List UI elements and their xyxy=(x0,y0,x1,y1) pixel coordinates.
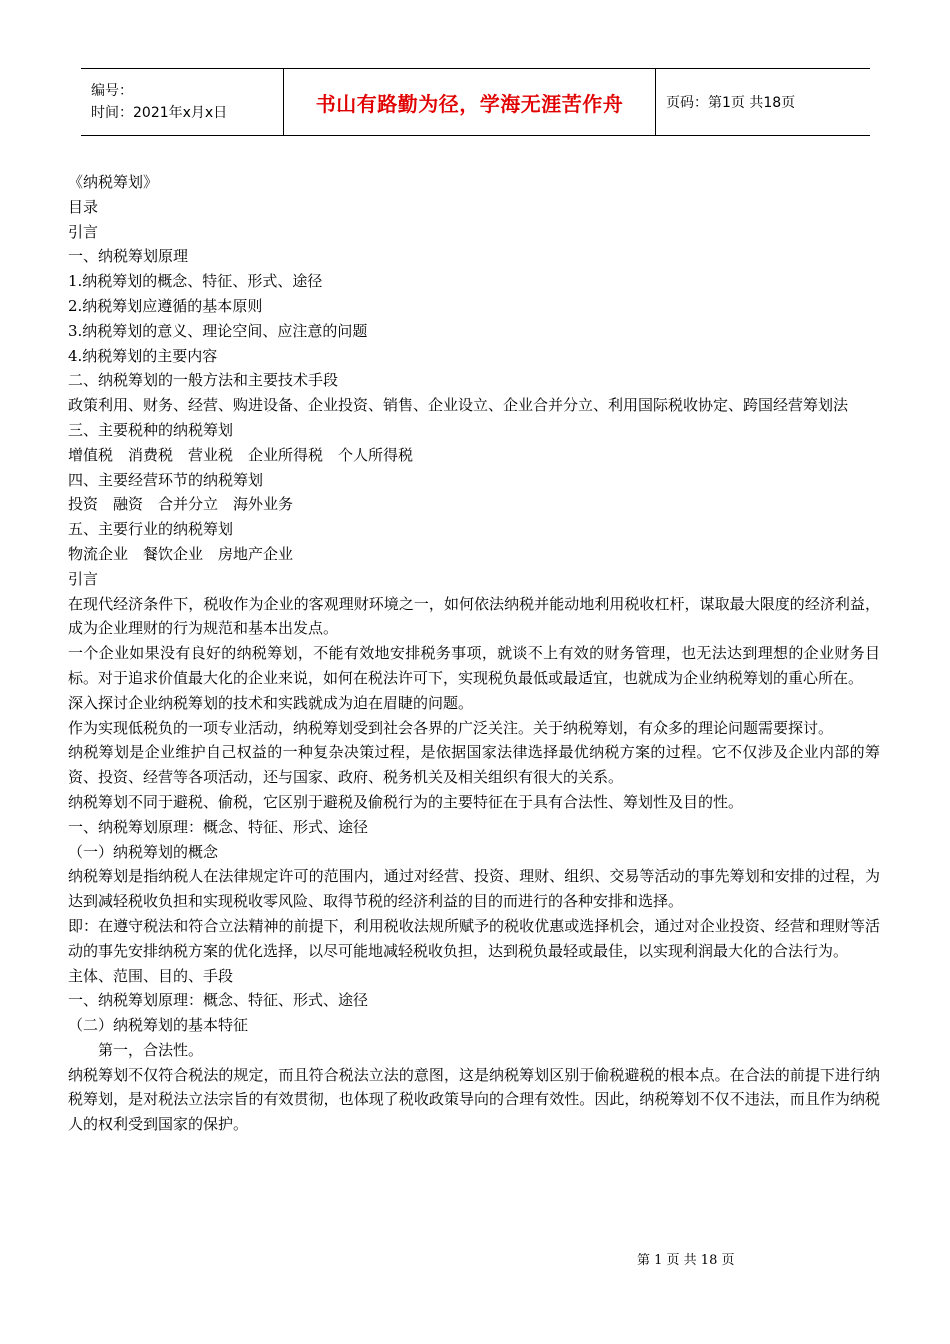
paragraph: 在现代经济条件下，税收作为企业的客观理财环境之一，如何依法纳税并能动地利用税收杠杆，谋取最大限度的经济利益，成为企业理财的行为规范和基本出发点。 xyxy=(68,594,880,638)
motto-text: 书山有路勤为径，学海无涯苦作舟 xyxy=(315,91,624,116)
toc-item: 二、纳税筹划的一般方法和主要技术手段 xyxy=(68,371,339,390)
toc-item: 4.纳税筹划的主要内容 xyxy=(68,346,218,365)
toc-item: 1.纳税筹划的概念、特征、形式、途径 xyxy=(68,272,323,291)
page-footer: 第 1 页 共 18 页 xyxy=(637,1253,735,1268)
toc-item: 3.纳税筹划的意义、理论空间、应注意的问题 xyxy=(68,321,368,340)
toc-item: 引言 xyxy=(68,222,99,241)
toc-item: 一、纳税筹划原理 xyxy=(68,247,189,266)
paragraph: 即：在遵守税法和符合立法精神的前提下，利用税收法规所赋予的税收优惠或选择机会，通过对企业投资、经营和理财等活动的事先安排纳税方案的优化选择，以尽可能地减轻税收负担，达到税负最轻或最佳，以实现利润最大化的合法行为。 xyxy=(68,916,880,960)
page-info: 页码：第1页 共18页 xyxy=(666,95,796,111)
toc-item: 物流企业 餐饮企业 房地产企业 xyxy=(68,544,294,563)
toc-item: 投资 融资 合并分立 海外业务 xyxy=(68,495,294,514)
toc-item: 三、主要税种的纳税筹划 xyxy=(68,420,234,439)
toc-heading: 目录 xyxy=(68,197,99,216)
number-label: 编号： xyxy=(91,83,133,99)
toc-item: 增值税 消费税 营业税 企业所得税 个人所得税 xyxy=(68,445,414,464)
paragraph: 一个企业如果没有良好的纳税筹划，不能有效地安排税务事项，就谈不上有效的财务管理，也无法达到理想的企业财务目标。对于追求价值最大化的企业来说，如何在税法许可下，实现税负最低或最适宜，也就成为企业纳税筹划的重心所在。 xyxy=(68,644,880,687)
toc-item: 政策利用、财务、经营、购进设备、企业投资、销售、企业设立、企业合并分立、利用国际税收协定、跨国经营筹划法 xyxy=(68,396,849,415)
point-heading: 第一，合法性。 xyxy=(98,1040,204,1059)
paragraph: 纳税筹划不仅符合税法的规定，而且符合税法立法的意图，这是纳税筹划区别于偷税避税的根本点。在合法的前提下进行纳税筹划，是对税法立法宗旨的有效贯彻，也体现了税收政策导向的合理有效性。因此，纳税筹划不仅不违法，而且作为纳税人的权利受到国家的保护。 xyxy=(68,1065,880,1134)
subsection-heading: （一）纳税筹划的概念 xyxy=(68,842,219,861)
paragraph: 作为实现低税负的一项专业活动，纳税筹划受到社会各界的广泛关注。关于纳税筹划，有众多的理论问题需要探讨。 xyxy=(68,718,834,737)
toc-item: 五、主要行业的纳税筹划 xyxy=(68,520,234,539)
document-body xyxy=(68,170,880,1137)
header-meta-cell xyxy=(81,69,284,135)
subsection-heading: （二）纳税筹划的基本特征 xyxy=(68,1016,249,1035)
paragraph: 纳税筹划是指纳税人在法律规定许可的范围内，通过对经营、投资、理财、组织、交易等活动的事先筹划和安排的过程，为达到减轻税收负担和实现税收零风险、取得节税的经济利益的目的而进行的各种安排和选择。 xyxy=(68,867,880,911)
header-motto-cell xyxy=(284,69,656,135)
document-header xyxy=(81,68,870,136)
toc-item: 2.纳税筹划应遵循的基本原则 xyxy=(68,296,263,315)
header-page-cell xyxy=(656,69,870,135)
date-label: 时间：2021年x月x日 xyxy=(91,105,228,121)
toc-item: 四、主要经营环节的纳税筹划 xyxy=(68,470,264,489)
section-heading: 一、纳税筹划原理：概念、特征、形式、途径 xyxy=(68,991,369,1010)
paragraph: 主体、范围、目的、手段 xyxy=(68,966,234,985)
paragraph: 深入探讨企业纳税筹划的技术和实践就成为迫在眉睫的问题。 xyxy=(68,693,474,712)
section-heading: 引言 xyxy=(68,569,99,588)
section-heading: 一、纳税筹划原理：概念、特征、形式、途径 xyxy=(68,817,369,836)
doc-title: 《纳税筹划》 xyxy=(68,173,159,191)
paragraph: 纳税筹划是企业维护自己权益的一种复杂决策过程，是依据国家法律选择最优纳税方案的过程。它不仅涉及企业内部的筹资、投资、经营等各项活动，还与国家、政府、税务机关及相关组织有很大的关系。 xyxy=(68,743,880,787)
paragraph: 纳税筹划不同于避税、偷税，它区别于避税及偷税行为的主要特征在于具有合法性、筹划性及目的性。 xyxy=(68,792,744,811)
